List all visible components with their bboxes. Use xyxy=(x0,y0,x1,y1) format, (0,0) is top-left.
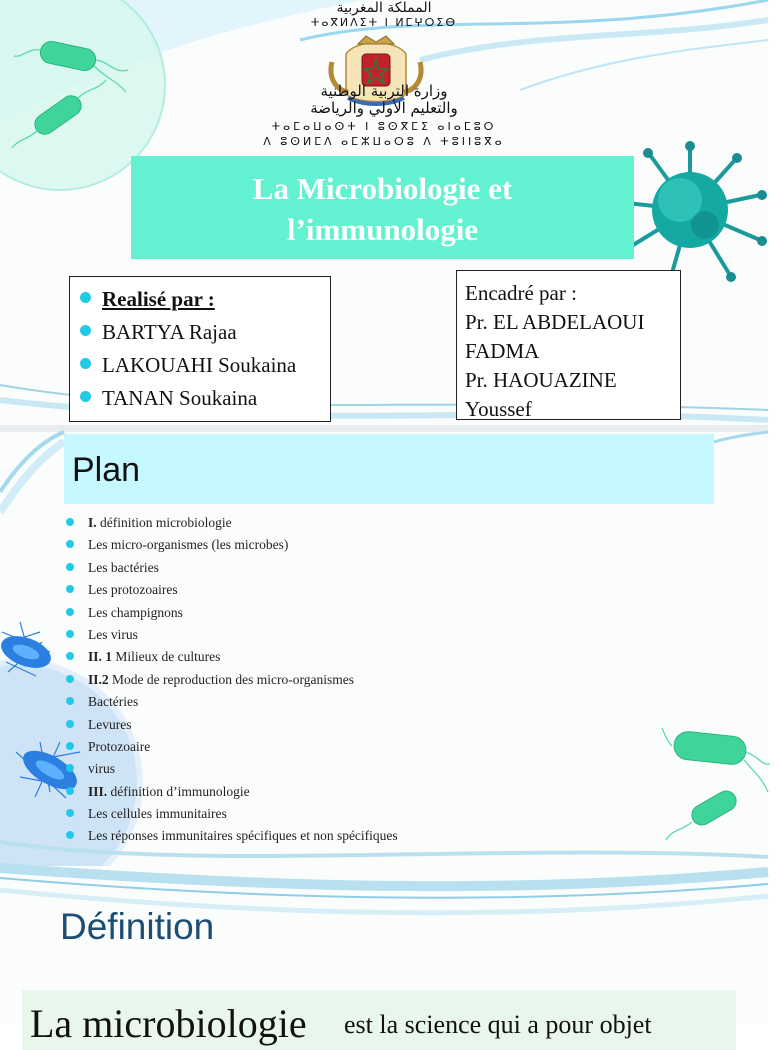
ministry-tifinagh-line-2: ⴷ ⵓⵙⵍⵎⴷ ⴰⵎⵣⵡⴰⵔⵓ ⴷ ⵜⵓⵏⵏⵓⴳⴰ xyxy=(263,135,505,148)
plan-item: II. 1 Milieux de cultures xyxy=(66,648,398,670)
virus-illustration xyxy=(610,140,780,290)
definition-title: Définition xyxy=(60,906,215,947)
author-name: LAKOUAHI Soukaina xyxy=(70,349,330,382)
plan-slide xyxy=(0,432,768,866)
supervisors-box xyxy=(456,270,681,420)
title-line-1: La Microbiologie et xyxy=(252,171,513,206)
supervisor-line: Youssef xyxy=(465,397,532,421)
bacteria-illustration xyxy=(662,722,772,862)
supervisors-heading: Encadré par : xyxy=(465,281,577,305)
kingdom-tifinagh: ⵜⴰⴳⵍⴷⵉⵜ ⵏ ⵍⵎⵖⵔⵉⴱ xyxy=(310,16,458,29)
slide-separator xyxy=(0,425,768,432)
plan-item: II.2 Mode de reproduction des micro-organismes xyxy=(66,671,398,693)
ministry-arabic-line-2: والتعليم الأولي والرياضة xyxy=(310,99,458,117)
definition-term: La microbiologie xyxy=(30,1001,307,1046)
supervisor-line: FADMA xyxy=(465,339,540,363)
kingdom-arabic: المملكة المغربية xyxy=(336,0,432,16)
definition-slide xyxy=(0,866,768,1046)
supervisor-line: Pr. HAOUAZINE xyxy=(465,368,617,392)
plan-item: Les bactéries xyxy=(66,559,398,581)
plan-item: Protozoaire xyxy=(66,738,398,760)
title-line-2: l’immunologie xyxy=(286,212,479,247)
plan-item: Bactéries xyxy=(66,693,398,715)
authors-heading: Realisé par : xyxy=(70,283,330,316)
plan-item: III. définition d’immunologie xyxy=(66,783,398,805)
plan-item: Les champignons xyxy=(66,604,398,626)
plan-item: Levures xyxy=(66,716,398,738)
plan-item: Les cellules immunitaires xyxy=(66,805,398,827)
plan-header xyxy=(64,434,714,504)
presentation-title xyxy=(131,156,634,259)
plan-item: Les virus xyxy=(66,626,398,648)
author-name: TANAN Soukaina xyxy=(70,382,330,415)
supervisor-line: Pr. EL ABDELAOUI xyxy=(465,310,645,334)
plan-item: Les micro-organismes (les microbes) xyxy=(66,536,398,558)
definition-text: est la science qui a pour objet xyxy=(344,1010,652,1039)
plan-list xyxy=(66,514,398,850)
authors-box xyxy=(69,276,331,422)
plan-title: Plan xyxy=(72,451,141,489)
ministry-tifinagh-line-1: ⵜⴰⵎⴰⵡⴰⵙⵜ ⵏ ⵓⵙⴳⵎⵉ ⴰⵏⴰⵎⵓⵔ xyxy=(271,120,497,133)
plan-item: virus xyxy=(66,760,398,782)
title-slide xyxy=(0,0,768,425)
plan-item: Les protozoaires xyxy=(66,581,398,603)
definition-text-box xyxy=(22,990,736,1050)
plan-item: Les réponses immunitaires spécifiques et non spécifiques xyxy=(66,827,398,849)
ministry-arabic-line-1: وزارة التربية الوطنية xyxy=(320,82,448,100)
author-name: BARTYA Rajaa xyxy=(70,316,330,349)
plan-item: I. définition microbiologie xyxy=(66,514,398,536)
